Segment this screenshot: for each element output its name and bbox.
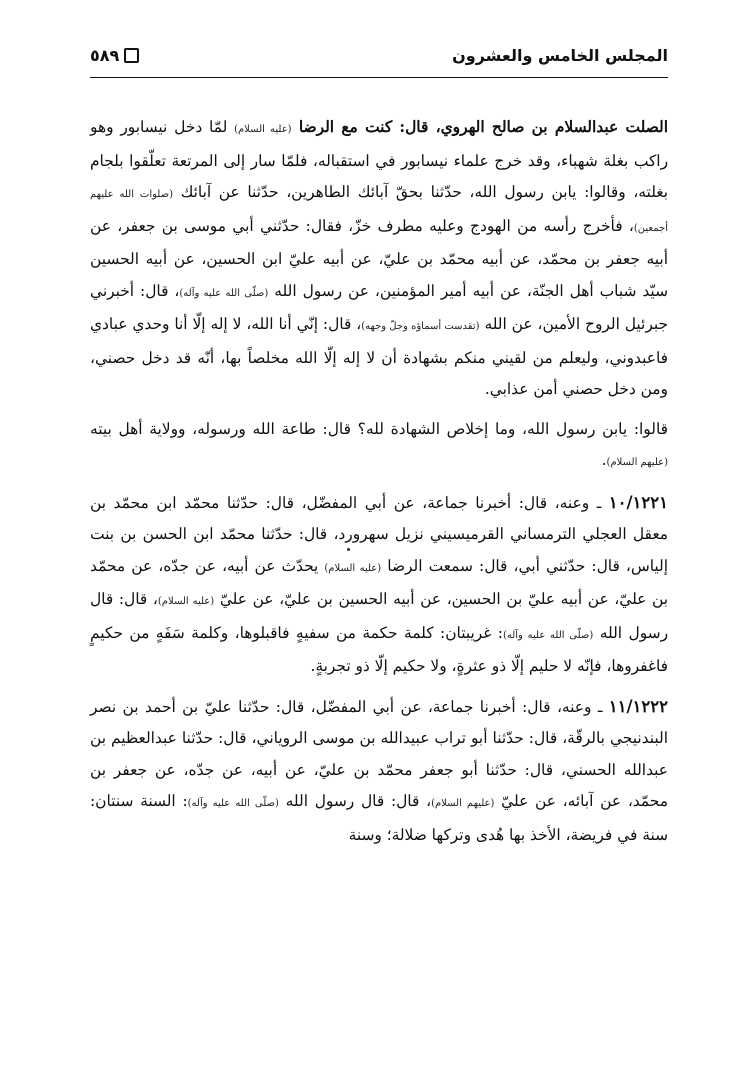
honorific: (صلّى الله عليه وآله) [179,287,269,299]
paragraph-4 [90,691,668,852]
text-run: قالوا: يابن رسول الله، وما إخلاص الشهادة لله؟ قال: طاعة الله ورسوله، وولاية أهل بيته [90,419,668,438]
chapter-title: المجلس الخامس والعشرون [452,46,668,65]
honorific: (صلّى الله عليه وآله) [502,629,594,641]
text-run: ، قال: قال رسول الله [278,792,432,810]
text-run: لمّا دخل نيسابور وهو راكب بغلة شهباء، وقد خرج علماء نيسابور في استقباله، فلمّا سار إلى المرتعة تعلّقوا بلجام بغلته، وقالوا: يابن رسول الله، حدّثنا بحقّ آبائك الطاهرين، حدّثنا عن آبائك [90,118,668,201]
honorific: (تقدست أسماؤه وجلّ وجهه) [361,321,480,332]
page-header [90,44,668,78]
text-run: ، قال: إنّي أنا الله، لا إله إلّا أنا وحدي عبادي فاعبدوني، وليعلم من لقيني منكم بشهادة أن لا إله إلّا الله مخلصاً بها، أنّه قد دخل حصني، ومن دخل حصني أمن عذابي. [90,315,668,398]
page-number [90,46,139,65]
honorific: (عليه السلام) [234,124,292,135]
honorific: (عليه السلام) [157,596,215,607]
square-ornament-icon [124,48,139,63]
text-run: الصلت عبدالسلام بن صالح الهروي، قال: كنت مع الرضا [291,118,668,136]
honorific: (عليهم السلام) [606,457,668,468]
hadith-number: ١٠/١٢٢١ [608,492,668,512]
honorific: (عليه السلام) [324,562,382,574]
honorific: (صلوات الله عليهم أجمعين) [90,189,668,234]
stray-dot [347,548,350,551]
text-run: يحدّث عن أبيه، عن جدّه، عن محمّد بن عليّ، عن أبيه عليّ بن الحسين، عن أبيه الحسين بن عليّ، عن عليّ [90,556,669,608]
paragraph-2 [90,414,668,479]
text-run: ، قال: قال رسول الله [90,590,668,642]
text-run: . [601,451,607,469]
paragraph-1 [90,112,668,406]
text-run: : السنة سنتان: سنة في فريضة، الأخذ بها هُدى وتركها ضلالة؛ وسنة [90,792,668,844]
text-run: : غريبتان: كلمة حكمة من سفيهٍ فاقبلوها، وكلمة سَفَهٍ من حكيمٍ فاغفروها، فإنّه لا حليم إلّا ذو عثرةٍ، ولا حكيم إلّا ذو تجربةٍ. [90,623,668,675]
main-text [90,112,668,859]
paragraph-3 [90,487,668,683]
text-run: ـ وعنه، قال: أخبرنا جماعة، عن أبي المفضّل، قال: حدّثنا عليّ بن أحمد بن نصر البندنيجي بالرقّة، قال: حدّثنا أبو تراب عبيدالله بن موسى الروياني، قال: حدّثنا عبدالعظيم بن عبدالله الحسني، قال: حدّثنا أبو جعفر محمّد بن عليّ، عن أبيه، عن جدّه، عن جعفر بن محمّد، عن آبائه، عن عليّ [90,697,668,810]
page-number-text: ٥٨٩ [90,46,120,65]
header-rule [90,77,668,78]
hadith-number: ١١/١٢٢٢ [608,696,668,716]
honorific: (عليهم السلام) [431,798,495,809]
text-run: ، فأخرج رأسه من الهودج وعليه مطرف خزّ، فقال: حدّثني أبي موسى بن جعفر، عن أبيه جعفر بن محمّد، عن أبيه محمّد بن عليّ، عن أبيه عليّ ابن الحسين، عن أبيه الحسين سيّد شباب أهل الجنّة، عن أبيه أمير المؤمنين، عن رسول الله [90,216,668,300]
honorific: (صلّى الله عليه وآله) [187,798,279,809]
text-run: ـ وعنه، قال: أخبرنا جماعة، عن أبي المفضّل، قال: حدّثنا محمّد ابن محمّد بن معقل العجلي الترمساني القرميسيني نزيل سهرورد، قال: حدّثنا محمّد ابن الحسن بن بنت إلياس، قال: حدّثني أبي، قال: سمعت الرضا [90,493,668,575]
text-run: ، قال: أخبرني جبرئيل الروح الأمين، عن الله [90,281,668,333]
